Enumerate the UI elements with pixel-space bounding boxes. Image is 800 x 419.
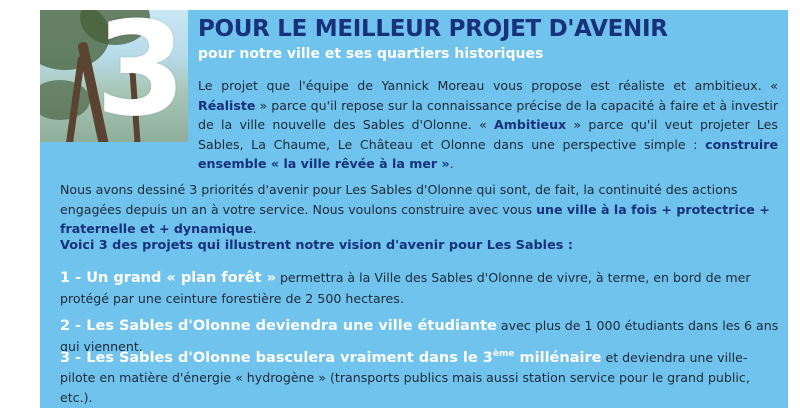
project-item-2: 2 - Les Sables d'Olonne deviendra une ville étudiante avec plus de 1 000 étudiants dans les 6 ans qui viennent. xyxy=(60,318,779,354)
forest-photo xyxy=(40,10,188,142)
project-item-1: 1 - Un grand « plan forêt » permettra à la Ville des Sables d'Olonne de vivre, à terme, en bord de mer protégé par une ceinture forestière de 2 500 hectares. xyxy=(60,270,751,306)
intro-paragraph: Le projet que l'équipe de Yannick Moreau vous propose est réaliste et ambitieux. « Réaliste » parce qu'il repose sur la connaissance précise de la capacité à faire et à investir de la ville nouvelle des Sables d'Olonne. « Ambitieux » parce qu'il veut projeter Les Sables, La Chaume, Le Château et Olonne dans une perspective simple : construire ensemble « la ville rêvée à la mer ». xyxy=(198,78,778,171)
tree-canopy xyxy=(40,80,90,120)
section-title: POUR LE MEILLEUR PROJET D'AVENIR xyxy=(198,16,668,42)
section-subtitle: pour notre ville et ses quartiers historiques xyxy=(198,46,544,62)
info-panel xyxy=(40,10,788,408)
projects-lead: Voici 3 des projets qui illustrent notre vision d'avenir pour Les Sables : xyxy=(60,238,573,253)
section-number: 3 xyxy=(95,10,186,142)
priorities-paragraph: Nous avons dessiné 3 priorités d'avenir pour Les Sables d'Olonne qui sont, de fait, la continuité des actions engagées depuis un an à votre service. Nous voulons construire avec vous une ville à la fois + protectrice + fraternelle et + dynamique. xyxy=(60,182,770,236)
project-item-3: 3 - Les Sables d'Olonne basculera vraiment dans le 3ème millénaire et deviendra une ville-pilote en matière d'énergie « hydrogène » (transports publics mais aussi station service pour le grand public, etc.). xyxy=(60,349,750,405)
